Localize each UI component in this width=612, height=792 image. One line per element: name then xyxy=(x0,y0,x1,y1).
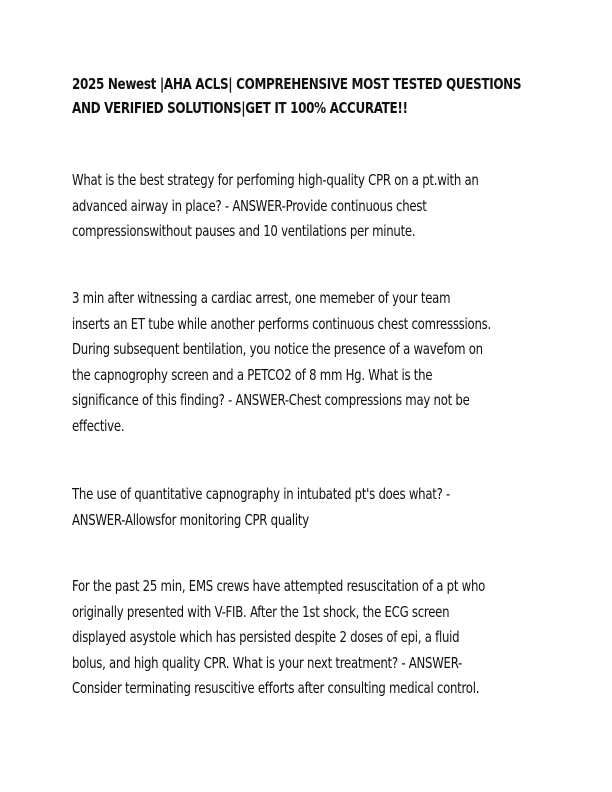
qa-paragraph-1 xyxy=(72,168,542,245)
qa-line: bolus, and high quality CPR. What is your next treatment? - ANSWER- xyxy=(72,653,463,672)
qa-line: Consider terminating resuscitive efforts after consulting medical control. xyxy=(72,679,480,697)
title-line: AND VERIFIED SOLUTIONS|GET IT 100% ACCURATE!! xyxy=(72,99,408,117)
qa-paragraph-2 xyxy=(72,286,542,439)
qa-line: inserts an ET tube while another performs continuous chest comresssions. xyxy=(72,314,491,333)
qa-line: During subsequent bentilation, you notice the presence of a wavefom on xyxy=(72,340,483,358)
document-title xyxy=(72,72,542,120)
qa-line: For the past 25 min, EMS crews have attempted resuscitation of a pt who xyxy=(72,577,486,595)
qa-line: What is the best strategy for perfoming high-quality CPR on a pt.with an xyxy=(72,171,479,189)
qa-paragraph-3 xyxy=(72,482,542,533)
qa-line: displayed asystole which has persisted despite 2 doses of epi, a fluid xyxy=(72,628,460,646)
qa-line: ANSWER-Allowsfor monitoring CPR quality xyxy=(72,510,309,529)
qa-line: originally presented with V-FIB. After the 1st shock, the ECG screen xyxy=(72,602,450,621)
qa-line: advanced airway in place? - ANSWER-Provide continuous chest xyxy=(72,196,427,215)
qa-paragraph-4 xyxy=(72,574,542,702)
qa-line: effective. xyxy=(72,416,125,435)
title-line: 2025 Newest |AHA ACLS| COMPREHENSIVE MOST TESTED QUESTIONS xyxy=(72,75,522,93)
qa-line: 3 min after witnessing a cardiac arrest, one memeber of your team xyxy=(72,289,451,307)
qa-line: compressionswithout pauses and 10 ventilations per minute. xyxy=(72,222,416,240)
qa-line: the capnogrophy screen and a PETCO2 of 8 mm Hg. What is the xyxy=(72,365,433,384)
qa-line: The use of quantitative capnography in intubated pt's does what? - xyxy=(72,485,451,503)
qa-line: significance of this finding? - ANSWER-Chest compressions may not be xyxy=(72,391,470,409)
